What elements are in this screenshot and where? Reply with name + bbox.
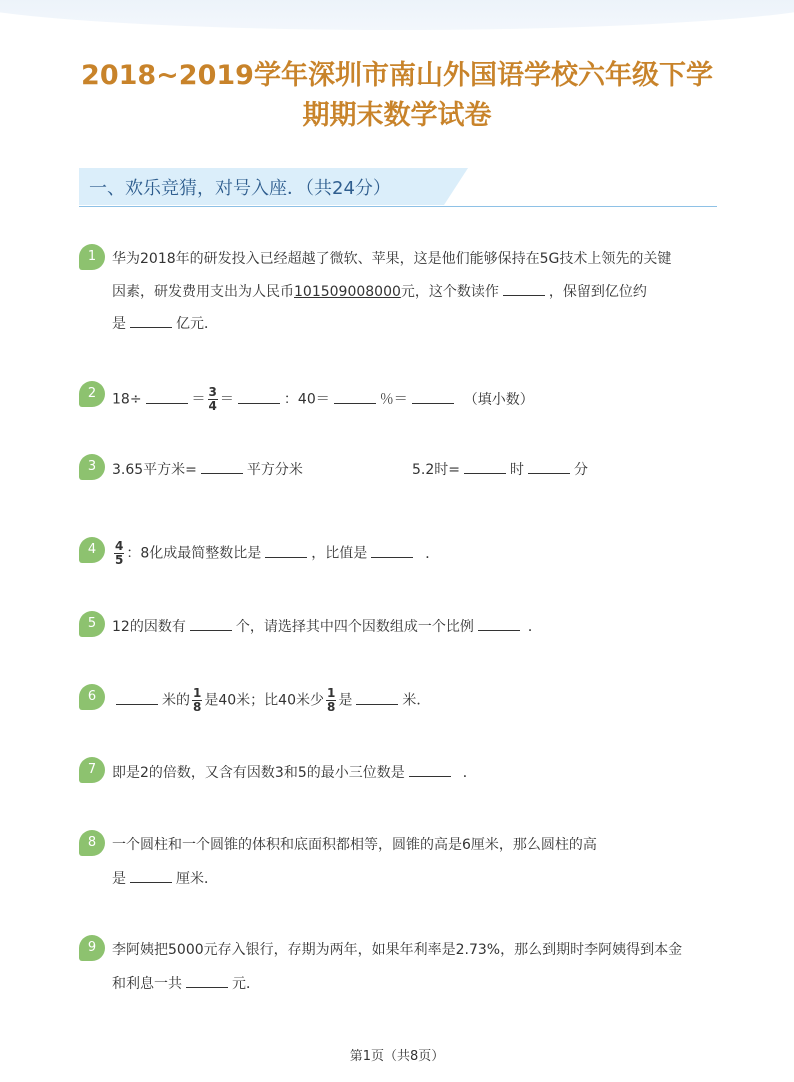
question-text-line: 3.65平方米= 平方分米 — [112, 459, 303, 480]
question-number: 6 — [79, 684, 105, 710]
question-text-line: 一个圆柱和一个圆锥的体积和底面积都相等，圆锥的高是6厘米，那么圆柱的高 — [112, 837, 597, 853]
question-text-line: 5.2时= 时 分 — [412, 459, 588, 480]
question-text-line: 李阿姨把5000元存入银行，存期为两年，如果年利率是2.73%，那么到期时李阿姨得到本金 — [112, 942, 683, 958]
answer-blank[interactable] — [334, 389, 376, 404]
answer-blank[interactable] — [503, 281, 545, 296]
question-text-line: 是 厘米． — [112, 868, 218, 889]
question-number: 5 — [79, 611, 105, 637]
answer-blank[interactable] — [130, 868, 172, 883]
page-title — [0, 56, 794, 136]
answer-blank[interactable] — [528, 459, 570, 474]
answer-blank[interactable] — [190, 616, 232, 631]
answer-blank[interactable] — [356, 690, 398, 705]
fraction: $\frac{1}{8}$ — [327, 686, 336, 714]
question-text-line: 12的因数有 个，请选择其中四个因数组成一个比例 ． — [112, 616, 542, 637]
question-number: 7 — [79, 757, 105, 783]
question-number: 8 — [79, 830, 105, 856]
answer-blank[interactable] — [186, 973, 228, 988]
question-text-line: 和利息一共 元． — [112, 973, 260, 994]
answer-blank[interactable] — [409, 762, 451, 777]
question-text-line: 因素，研发费用支出为人民币101509008000元，这个数读作 ，保留到亿位约 — [112, 281, 647, 302]
top-decoration — [0, 0, 794, 30]
question-number: 9 — [79, 935, 105, 961]
question-text-line: 即是2的倍数，又含有因数3和5的最小三位数是 ． — [112, 762, 477, 783]
answer-blank[interactable] — [130, 313, 172, 328]
fraction: $\frac{4}{5}$ — [115, 539, 124, 567]
question-text-line: $\frac{4}{5}$ ：8化成最简整数比是 ，比值是 ． — [115, 539, 440, 567]
page-footer: 第1页（共8页） — [349, 1049, 445, 1064]
section-title: 一、欢乐竞猜，对号入座．（共24分） — [89, 178, 391, 199]
answer-blank[interactable] — [265, 543, 307, 558]
question-number: 2 — [79, 381, 105, 407]
question-text-line: 华为2018年的研发投入已经超越了微软、苹果，这是他们能够保持在5G技术上领先的关键 — [112, 251, 672, 267]
answer-blank[interactable] — [464, 459, 506, 474]
answer-blank[interactable] — [412, 389, 454, 404]
answer-blank[interactable] — [478, 616, 520, 631]
question-number: 4 — [79, 537, 105, 563]
title-line-1: 2018~2019学年深圳市南山外国语学校六年级下学 — [81, 60, 713, 91]
fraction: $\frac{1}{8}$ — [193, 686, 202, 714]
question-text-line: 18÷ ＝ $\frac{3}{4}$ ＝ ：40＝ ％＝ （填小数） — [112, 385, 534, 413]
answer-blank[interactable] — [146, 389, 188, 404]
section-header — [79, 168, 717, 207]
fraction: $\frac{3}{4}$ — [208, 385, 217, 413]
underlined-number: 101509008000 — [294, 284, 401, 300]
title-line-2: 期期末数学试卷 — [302, 100, 492, 131]
question-text-line: 是 亿元． — [112, 313, 218, 334]
question-number: 3 — [79, 454, 105, 480]
answer-blank[interactable] — [116, 690, 158, 705]
question-number: 1 — [79, 244, 105, 270]
question-text-line: 米的 $\frac{1}{8}$ 是40米；比40米少 $\frac{1}{8}$ 是 米． — [112, 687, 430, 714]
answer-blank[interactable] — [201, 459, 243, 474]
answer-blank[interactable] — [238, 389, 280, 404]
answer-blank[interactable] — [371, 543, 413, 558]
